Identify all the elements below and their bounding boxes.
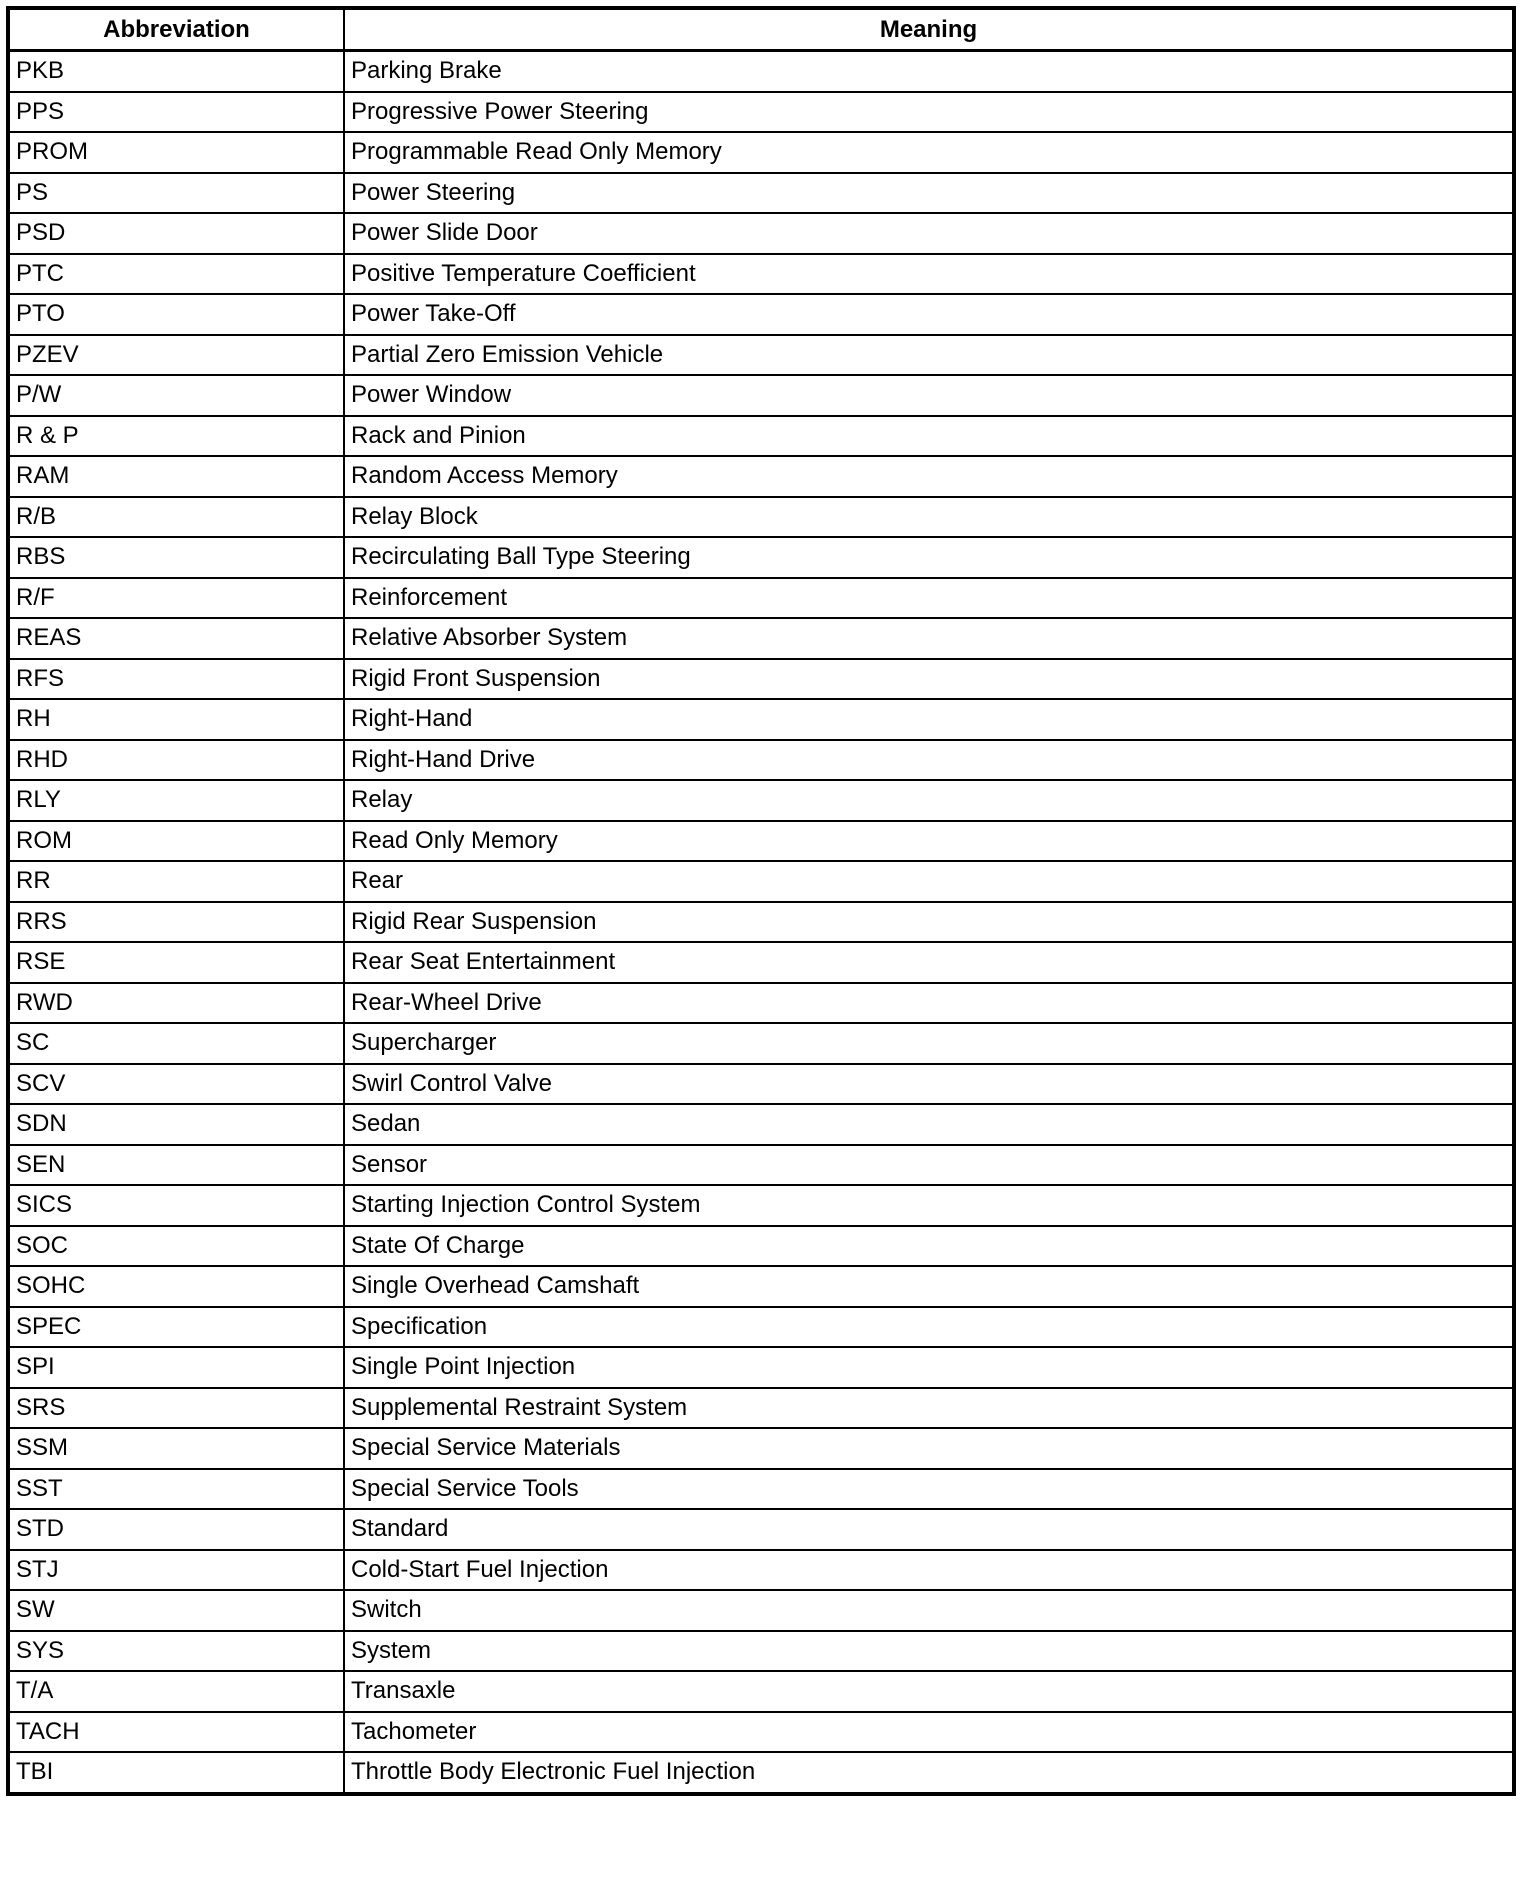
abbreviation-cell: PZEV bbox=[8, 335, 344, 376]
abbreviation-cell: SC bbox=[8, 1023, 344, 1064]
table-row bbox=[8, 1428, 1514, 1469]
table-row bbox=[8, 1469, 1514, 1510]
meaning-cell: Specification bbox=[344, 1307, 1514, 1348]
table-row bbox=[8, 1671, 1514, 1712]
abbreviation-table bbox=[6, 6, 1516, 1796]
meaning-cell: Supercharger bbox=[344, 1023, 1514, 1064]
table-row bbox=[8, 497, 1514, 538]
abbreviation-cell: PPS bbox=[8, 92, 344, 133]
table-row bbox=[8, 1226, 1514, 1267]
table-row bbox=[8, 1266, 1514, 1307]
abbreviation-cell: SDN bbox=[8, 1104, 344, 1145]
table-row bbox=[8, 740, 1514, 781]
table-row bbox=[8, 213, 1514, 254]
table-row bbox=[8, 1023, 1514, 1064]
abbreviation-cell: RSE bbox=[8, 942, 344, 983]
meaning-cell: Programmable Read Only Memory bbox=[344, 132, 1514, 173]
column-header-abbreviation: Abbreviation bbox=[8, 8, 344, 51]
meaning-cell: Parking Brake bbox=[344, 51, 1514, 92]
table-row bbox=[8, 1064, 1514, 1105]
abbreviation-table-container bbox=[6, 6, 1512, 1796]
table-row bbox=[8, 416, 1514, 457]
abbreviation-cell: RFS bbox=[8, 659, 344, 700]
meaning-cell: Recirculating Ball Type Steering bbox=[344, 537, 1514, 578]
abbreviation-cell: SPEC bbox=[8, 1307, 344, 1348]
table-row bbox=[8, 1145, 1514, 1186]
table-row bbox=[8, 659, 1514, 700]
table-row bbox=[8, 902, 1514, 943]
abbreviation-cell: PKB bbox=[8, 51, 344, 92]
abbreviation-cell: RLY bbox=[8, 780, 344, 821]
meaning-cell: Progressive Power Steering bbox=[344, 92, 1514, 133]
table-row bbox=[8, 578, 1514, 619]
meaning-cell: Transaxle bbox=[344, 1671, 1514, 1712]
table-row bbox=[8, 1509, 1514, 1550]
abbreviation-cell: SPI bbox=[8, 1347, 344, 1388]
table-row bbox=[8, 335, 1514, 376]
table-row bbox=[8, 1307, 1514, 1348]
abbreviation-cell: TACH bbox=[8, 1712, 344, 1753]
table-row bbox=[8, 1388, 1514, 1429]
abbreviation-cell: RR bbox=[8, 861, 344, 902]
meaning-cell: Partial Zero Emission Vehicle bbox=[344, 335, 1514, 376]
meaning-cell: Right-Hand bbox=[344, 699, 1514, 740]
meaning-cell: Rear-Wheel Drive bbox=[344, 983, 1514, 1024]
table-row bbox=[8, 254, 1514, 295]
abbreviation-cell: R/F bbox=[8, 578, 344, 619]
abbreviation-cell: SEN bbox=[8, 1145, 344, 1186]
table-row bbox=[8, 1590, 1514, 1631]
table-body bbox=[8, 51, 1514, 1794]
abbreviation-cell: PROM bbox=[8, 132, 344, 173]
table-row bbox=[8, 1631, 1514, 1672]
meaning-cell: Right-Hand Drive bbox=[344, 740, 1514, 781]
abbreviation-cell: RWD bbox=[8, 983, 344, 1024]
meaning-cell: Special Service Materials bbox=[344, 1428, 1514, 1469]
meaning-cell: Relay bbox=[344, 780, 1514, 821]
meaning-cell: Reinforcement bbox=[344, 578, 1514, 619]
table-row bbox=[8, 537, 1514, 578]
table-row bbox=[8, 983, 1514, 1024]
table-header-row bbox=[8, 8, 1514, 51]
table-row bbox=[8, 51, 1514, 92]
abbreviation-cell: RRS bbox=[8, 902, 344, 943]
meaning-cell: System bbox=[344, 1631, 1514, 1672]
meaning-cell: Starting Injection Control System bbox=[344, 1185, 1514, 1226]
abbreviation-cell: SST bbox=[8, 1469, 344, 1510]
meaning-cell: Random Access Memory bbox=[344, 456, 1514, 497]
abbreviation-cell: R/B bbox=[8, 497, 344, 538]
abbreviation-cell: SSM bbox=[8, 1428, 344, 1469]
abbreviation-cell: PTO bbox=[8, 294, 344, 335]
abbreviation-cell: SW bbox=[8, 1590, 344, 1631]
table-row bbox=[8, 294, 1514, 335]
table-row bbox=[8, 1104, 1514, 1145]
table-row bbox=[8, 1752, 1514, 1794]
meaning-cell: Rack and Pinion bbox=[344, 416, 1514, 457]
meaning-cell: Rigid Rear Suspension bbox=[344, 902, 1514, 943]
meaning-cell: Relay Block bbox=[344, 497, 1514, 538]
abbreviation-cell: REAS bbox=[8, 618, 344, 659]
abbreviation-cell: TBI bbox=[8, 1752, 344, 1794]
meaning-cell: Relative Absorber System bbox=[344, 618, 1514, 659]
abbreviation-cell: STJ bbox=[8, 1550, 344, 1591]
abbreviation-cell: SYS bbox=[8, 1631, 344, 1672]
table-row bbox=[8, 456, 1514, 497]
table-row bbox=[8, 821, 1514, 862]
meaning-cell: Sensor bbox=[344, 1145, 1514, 1186]
meaning-cell: Switch bbox=[344, 1590, 1514, 1631]
abbreviation-cell: SRS bbox=[8, 1388, 344, 1429]
abbreviation-cell: R & P bbox=[8, 416, 344, 457]
abbreviation-cell: RBS bbox=[8, 537, 344, 578]
table-row bbox=[8, 861, 1514, 902]
table-row bbox=[8, 92, 1514, 133]
meaning-cell: Rigid Front Suspension bbox=[344, 659, 1514, 700]
abbreviation-cell: SOHC bbox=[8, 1266, 344, 1307]
table-row bbox=[8, 1347, 1514, 1388]
abbreviation-cell: ROM bbox=[8, 821, 344, 862]
table-row bbox=[8, 173, 1514, 214]
abbreviation-cell: PTC bbox=[8, 254, 344, 295]
table-row bbox=[8, 699, 1514, 740]
abbreviation-cell: T/A bbox=[8, 1671, 344, 1712]
meaning-cell: Swirl Control Valve bbox=[344, 1064, 1514, 1105]
table-row bbox=[8, 1550, 1514, 1591]
meaning-cell: Standard bbox=[344, 1509, 1514, 1550]
meaning-cell: Power Slide Door bbox=[344, 213, 1514, 254]
abbreviation-cell: RHD bbox=[8, 740, 344, 781]
meaning-cell: Tachometer bbox=[344, 1712, 1514, 1753]
abbreviation-cell: RH bbox=[8, 699, 344, 740]
abbreviation-cell: PS bbox=[8, 173, 344, 214]
meaning-cell: Special Service Tools bbox=[344, 1469, 1514, 1510]
meaning-cell: Rear Seat Entertainment bbox=[344, 942, 1514, 983]
meaning-cell: Power Window bbox=[344, 375, 1514, 416]
meaning-cell: Throttle Body Electronic Fuel Injection bbox=[344, 1752, 1514, 1794]
table-row bbox=[8, 1712, 1514, 1753]
abbreviation-cell: SICS bbox=[8, 1185, 344, 1226]
abbreviation-cell: STD bbox=[8, 1509, 344, 1550]
meaning-cell: Power Steering bbox=[344, 173, 1514, 214]
table-row bbox=[8, 132, 1514, 173]
meaning-cell: Single Point Injection bbox=[344, 1347, 1514, 1388]
abbreviation-cell: PSD bbox=[8, 213, 344, 254]
abbreviation-cell: SCV bbox=[8, 1064, 344, 1105]
meaning-cell: State Of Charge bbox=[344, 1226, 1514, 1267]
column-header-meaning: Meaning bbox=[344, 8, 1514, 51]
meaning-cell: Rear bbox=[344, 861, 1514, 902]
table-row bbox=[8, 780, 1514, 821]
table-row bbox=[8, 942, 1514, 983]
table-row bbox=[8, 1185, 1514, 1226]
table-row bbox=[8, 375, 1514, 416]
table-row bbox=[8, 618, 1514, 659]
meaning-cell: Power Take-Off bbox=[344, 294, 1514, 335]
meaning-cell: Positive Temperature Coefficient bbox=[344, 254, 1514, 295]
meaning-cell: Supplemental Restraint System bbox=[344, 1388, 1514, 1429]
meaning-cell: Cold-Start Fuel Injection bbox=[344, 1550, 1514, 1591]
abbreviation-cell: SOC bbox=[8, 1226, 344, 1267]
meaning-cell: Read Only Memory bbox=[344, 821, 1514, 862]
abbreviation-cell: P/W bbox=[8, 375, 344, 416]
meaning-cell: Sedan bbox=[344, 1104, 1514, 1145]
meaning-cell: Single Overhead Camshaft bbox=[344, 1266, 1514, 1307]
abbreviation-cell: RAM bbox=[8, 456, 344, 497]
